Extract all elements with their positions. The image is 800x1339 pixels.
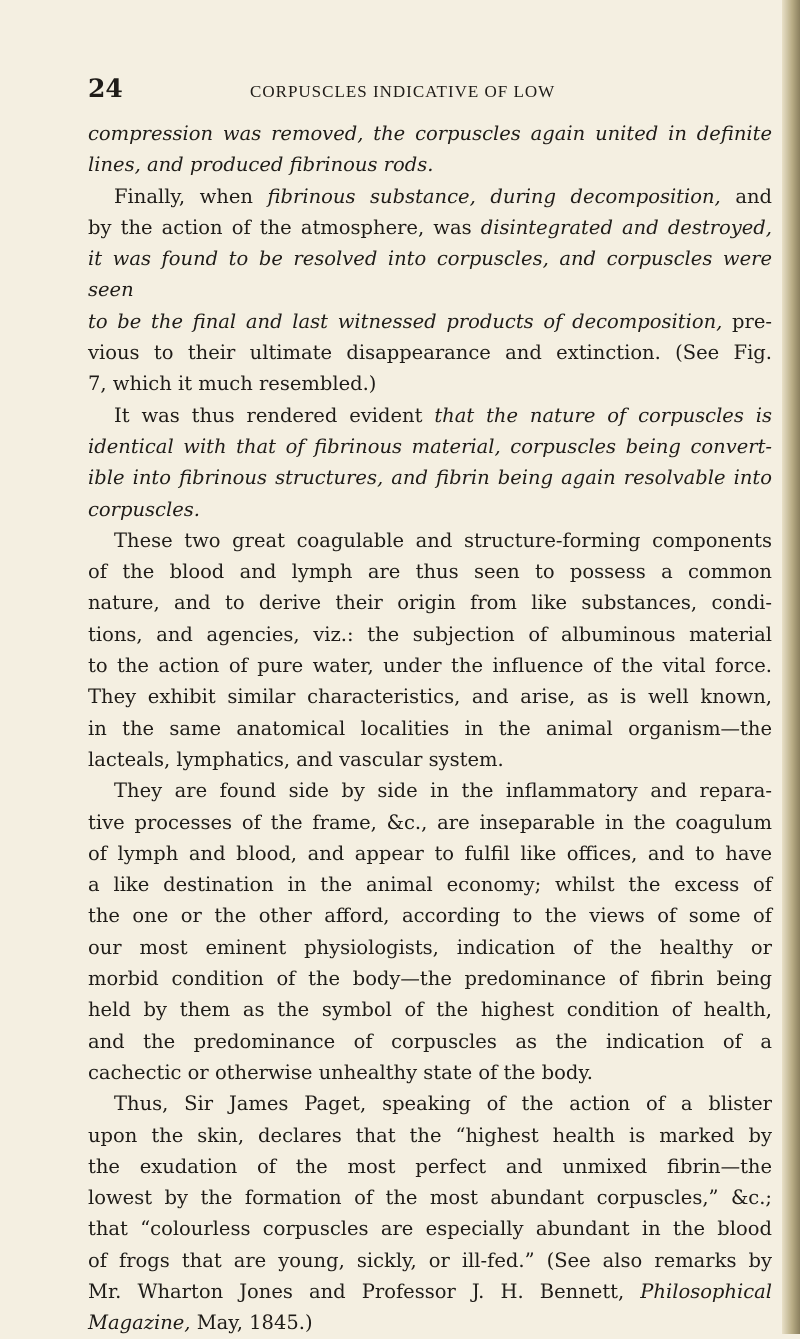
page-header [88,74,768,110]
text-line [88,1276,772,1307]
italic-text: fibrinous substance, during decomposition, [267,184,721,208]
text-line [88,368,772,399]
text-span: our most eminent physiologists, indication of the healthy or [88,935,772,959]
text-line [88,494,772,525]
page-number: 24 [88,74,123,103]
text-line [88,431,772,462]
text-span: vious to their ultimate disappearance and extinction. (See Fig. [88,341,772,365]
text-span: tions, and agencies, viz.: the subjection of albuminous material [88,622,772,646]
text-span: lowest by the formation of the most abundant corpuscles,” &c.; [88,1186,772,1210]
text-span: and [720,184,773,208]
text-line [88,1026,772,1057]
text-span: cachectic or otherwise unhealthy state of the body. [88,1060,593,1084]
text-line [88,212,772,243]
text-span: lacteals, lymphatics, and vascular system. [88,747,504,771]
text-line [88,1213,772,1244]
text-span: in the same anatomical localities in the animal organism—the [88,716,772,740]
text-span: the exudation of the most perfect and unmixed fibrin—the [88,1154,772,1178]
text-line [88,994,772,1025]
text-span: upon the skin, declares that the “highest health is marked by [88,1123,772,1147]
text-line [88,807,772,838]
text-line [88,650,772,681]
text-span: It was thus rendered evident [114,403,435,427]
text-line [88,1057,772,1088]
body-text [88,118,772,1339]
text-line [88,149,772,180]
text-span: Thus, Sir James Paget, speaking of the action of a blister [114,1092,772,1116]
italic-text: ible into fibrinous structures, [88,466,384,490]
text-span: of frogs that are young, sickly, or ill-fed.” (See also remarks by [88,1248,772,1272]
text-span: a like destination in the animal economy; whilst the excess of [88,873,772,897]
text-line [88,681,772,712]
text-line [88,619,772,650]
text-span: May, 1845.) [190,1311,313,1335]
text-span: 7, which it much resembled.) [88,372,377,396]
text-line [88,1088,772,1119]
text-line [88,1182,772,1213]
text-span: pre- [722,309,772,333]
text-span: and the predominance of corpuscles as the indication of a [88,1029,772,1053]
text-span: They are found side by side in the inflammatory and repara- [114,779,772,803]
text-span: to the action of pure water, under the influence of the vital force. [88,654,772,678]
text-span: of lymph and blood, and appear to fulfil like offices, and to have [88,841,772,865]
text-line [88,713,772,744]
text-span: Finally, when [114,184,268,208]
text-line [88,838,772,869]
text-line [88,1151,772,1182]
text-line [88,400,772,431]
text-line [88,587,772,618]
text-span: They exhibit similar characteristics, and arise, as is well known, [88,685,772,709]
italic-text: disintegrated and destroyed, [480,215,772,239]
text-line [88,869,772,900]
italic-text: lines, and produced fibrinous rods. [88,153,434,177]
text-line [88,337,772,368]
text-span: held by them as the symbol of the highest condition of health, [88,998,772,1022]
text-span: morbid condition of the body—the predominance of fibrin being [88,967,772,991]
text-line [88,462,772,493]
italic-text: Philosophical [640,1279,772,1303]
text-span: that “colourless corpuscles are especially abundant in the blood [88,1217,772,1241]
text-line [88,118,772,149]
text-line [88,932,772,963]
text-span: nature, and to derive their origin from like substances, condi- [88,591,772,615]
text-span: These two great coagulable and structure-forming components [114,528,772,552]
text-line [88,181,772,212]
italic-text: that the nature of corpuscles is [434,403,772,427]
text-line [88,775,772,806]
italic-text: to be the final and last witnessed products of decomposition, [88,309,723,333]
text-line [88,243,772,306]
text-span: by the action of the atmosphere, was [88,215,481,239]
text-span: Mr. Wharton Jones and Professor J. H. Bennett, [88,1279,641,1303]
italic-text: it was found to be resolved into corpuscles, and corpuscles were seen [88,247,772,302]
page-edge [782,0,800,1334]
italic-text: corpuscles. [88,497,200,521]
text-line [88,306,772,337]
text-line [88,525,772,556]
text-span: of the blood and lymph are thus seen to possess a common [88,560,772,584]
text-line [88,1245,772,1276]
text-line [88,744,772,775]
text-line [88,900,772,931]
text-line [88,556,772,587]
italic-text: identical with that of fibrinous material, corpuscles being convert- [88,434,772,458]
italic-text: and fibrin being again resolvable into [391,466,773,490]
italic-text: Magazine, [88,1311,191,1335]
text-line [88,963,772,994]
text-span: the one or the other afford, according to the views of some of [88,904,772,928]
text-line [88,1120,772,1151]
italic-text: compression was removed, the corpuscles again united in definite [88,122,772,145]
running-head: CORPUSCLES INDICATIVE OF LOW [250,82,556,101]
text-span: tive processes of the frame, &c., are inseparable in the coagulum [88,810,772,834]
